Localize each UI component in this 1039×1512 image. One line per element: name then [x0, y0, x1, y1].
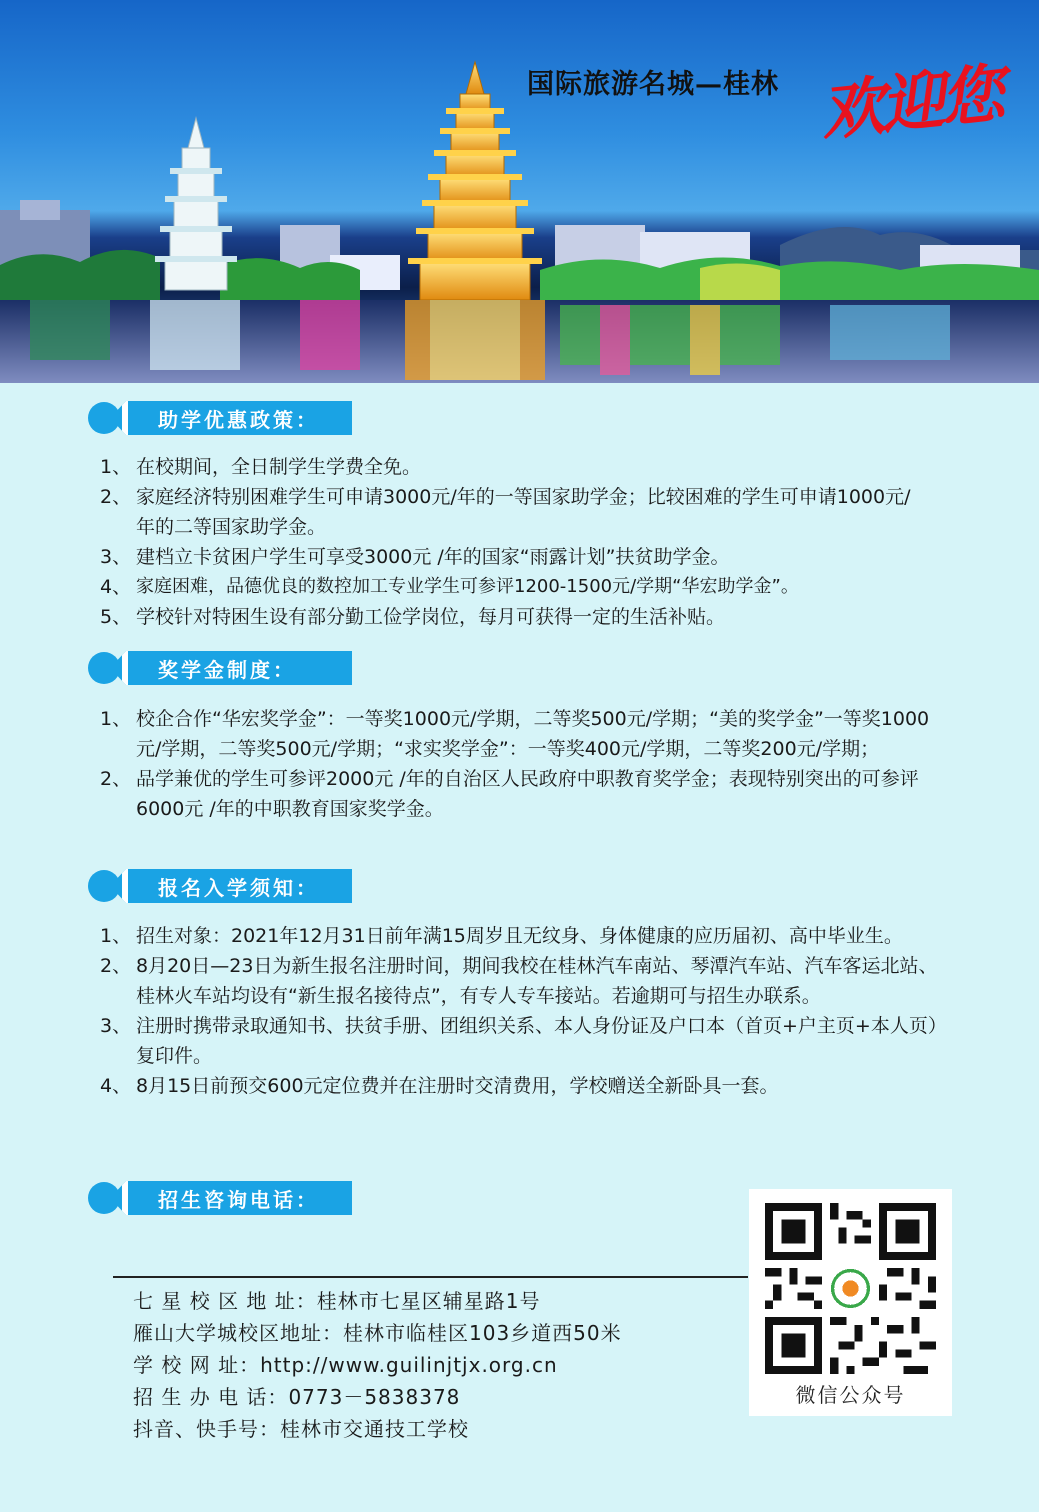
contact-label: 学 校 网 址： [133, 1353, 261, 1377]
contact-row-douyin-kuaishou [133, 1413, 622, 1445]
item-text: 学校针对特困生设有部分勤工俭学岗位，每月可获得一定的生活补贴。 [136, 606, 726, 628]
item-text: 招生对象：2021年12月31日前年满15周岁且无纹身、身体健康的应历届初、高中毕业生。 [136, 925, 903, 947]
website-link[interactable]: http://www.guilinjtjx.org.cn [260, 1353, 558, 1377]
item-number: 1、 [100, 925, 132, 947]
qr-caption: 微信公众号 [795, 1383, 906, 1407]
contact-value: 桂林市七星区辅星路1号 [316, 1289, 541, 1313]
contact-label: 七 星 校 区 地 址： [133, 1289, 317, 1313]
item-number: 3、 [100, 1015, 132, 1037]
item-text: 建档立卡贫困户学生可享受3000元 /年的国家“雨露计划”扶贫助学金。 [136, 546, 730, 568]
contact-row-website [133, 1349, 622, 1381]
banner [0, 0, 1039, 383]
list-item [100, 602, 960, 632]
item-text: 品学兼优的学生可参评2000元 /年的自治区人民政府中职教育奖学金；表现特别突出的可参评6000元 /年的中职教育国家奖学金。 [136, 768, 919, 820]
item-text: 8月15日前预交600元定位费并在注册时交清费用，学校赠送全新卧具一套。 [136, 1075, 779, 1097]
bullet-circle-icon [88, 1182, 120, 1214]
item-number: 1、 [100, 708, 132, 730]
wechat-qr-card [749, 1189, 952, 1416]
contact-row-qixing-address [133, 1285, 622, 1317]
item-text: 校企合作“华宏奖学金”：一等奖1000元/学期，二等奖500元/学期；“美的奖学金”一等奖1000元/学期，二等奖500元/学期；“求实奖学金”：一等奖400元/学期，二等奖200元/学期； [136, 708, 930, 760]
contact-row-phone [133, 1381, 622, 1413]
list-item [100, 572, 960, 602]
contact-info [133, 1285, 622, 1445]
scholarship-list [100, 704, 960, 824]
item-number: 2、 [100, 768, 132, 790]
contact-row-yanshan-address [133, 1317, 622, 1349]
list-item [100, 1011, 960, 1071]
phone-number[interactable]: 0773－5838378 [288, 1385, 461, 1409]
item-number: 3、 [100, 546, 132, 568]
contact-label: 雁山大学城校区地址： [133, 1321, 343, 1345]
item-text: 家庭困难，品德优良的数控加工专业学生可参评1200-1500元/学期“华宏助学金”。 [136, 576, 799, 597]
item-number: 4、 [100, 576, 132, 598]
item-text: 家庭经济特别困难学生可申请3000元/年的一等国家助学金；比较困难的学生可申请1000元/年的二等国家助学金。 [136, 486, 911, 538]
section-heading: 报名入学须知： [158, 876, 319, 900]
item-text: 在校期间，全日制学生学费全免。 [136, 456, 422, 478]
list-item [100, 764, 960, 824]
qr-code-icon[interactable] [765, 1203, 936, 1374]
section-heading: 奖学金制度： [158, 658, 296, 682]
list-item [100, 542, 960, 572]
bullet-circle-icon [88, 652, 120, 684]
item-number: 5、 [100, 606, 132, 628]
bullet-circle-icon [88, 870, 120, 902]
list-item [100, 452, 960, 482]
list-item [100, 704, 960, 764]
enrollment-notes-list [100, 921, 960, 1101]
contact-label: 抖音、快手号： [133, 1417, 280, 1441]
contact-value: 桂林市交通技工学校 [280, 1417, 469, 1441]
banner-welcome-text: 欢迎您 [817, 56, 1005, 151]
list-item [100, 921, 960, 951]
banner-title: 国际旅游名城—桂林 [527, 69, 779, 100]
list-item [100, 1071, 960, 1101]
contact-value: 桂林市临桂区103乡道西50米 [343, 1321, 622, 1345]
section-heading: 招生咨询电话： [158, 1188, 319, 1212]
aid-policy-list [100, 452, 960, 632]
item-text: 注册时携带录取通知书、扶贫手册、团组织关系、本人身份证及户口本（首页+户主页+本人页）复印件。 [136, 1015, 947, 1067]
item-number: 2、 [100, 486, 132, 508]
bullet-circle-icon [88, 402, 120, 434]
item-text: 8月20日—23日为新生报名注册时间，期间我校在桂林汽车南站、琴潭汽车站、汽车客运北站、桂林火车站均设有“新生报名接待点”，有专人专车接站。若逾期可与招生办联系。 [136, 955, 938, 1007]
item-number: 1、 [100, 456, 132, 478]
list-item [100, 482, 960, 542]
item-number: 2、 [100, 955, 132, 977]
item-number: 4、 [100, 1075, 132, 1097]
section-heading: 助学优惠政策： [158, 408, 319, 432]
divider [113, 1276, 748, 1278]
contact-label: 招 生 办 电 话： [133, 1385, 289, 1409]
list-item [100, 951, 960, 1011]
